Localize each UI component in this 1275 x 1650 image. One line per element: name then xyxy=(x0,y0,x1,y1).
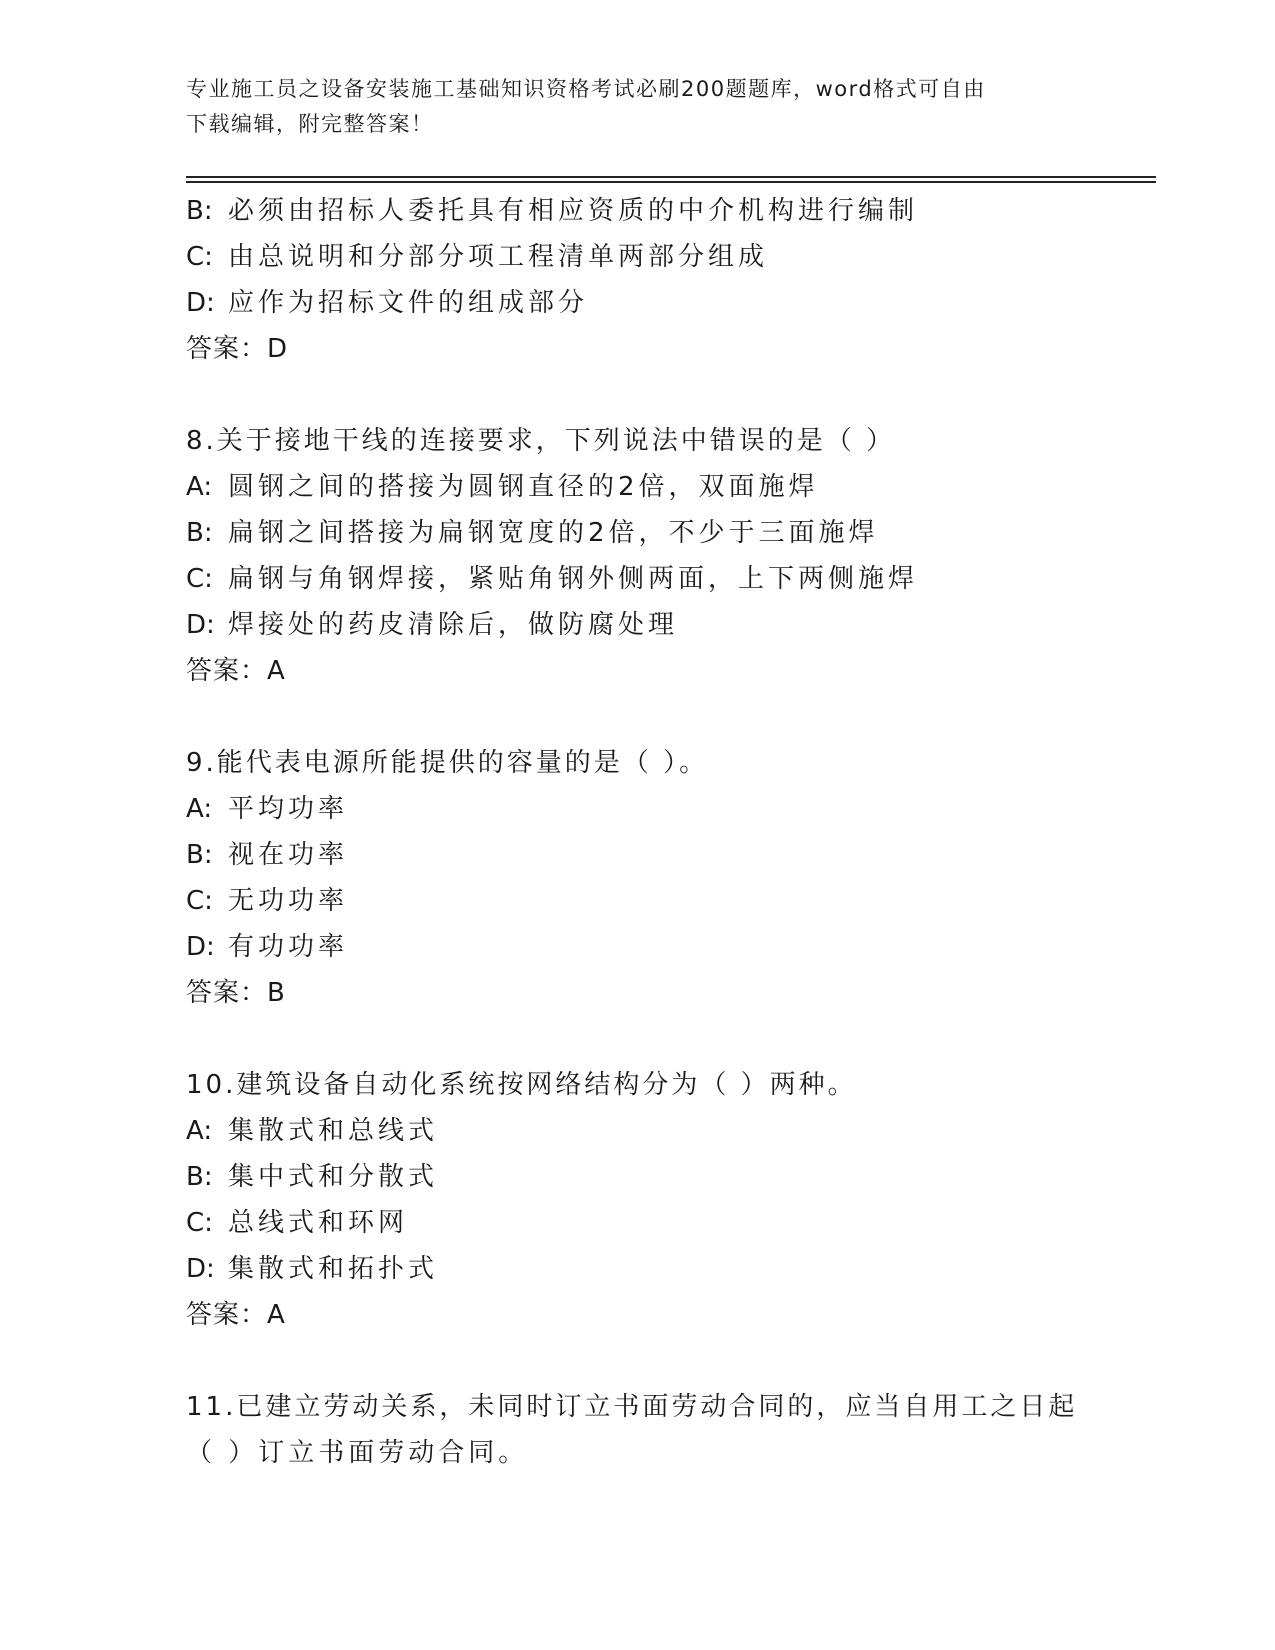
option-text: 应作为招标文件的组成部分 xyxy=(228,288,589,318)
option-key: C: xyxy=(186,564,213,594)
option-key: C: xyxy=(186,242,213,272)
option-text: 有功功率 xyxy=(228,932,349,962)
option-text: 集散式和总线式 xyxy=(228,1116,439,1146)
question-stem-line-1: 11.已建立劳动关系，未同时订立书面劳动合同的，应当自用工之日起 xyxy=(186,1392,1078,1422)
option-key: D: xyxy=(186,1254,215,1284)
option-key: B: xyxy=(186,840,213,870)
option-d xyxy=(186,602,1146,648)
option-text: 平均功率 xyxy=(228,794,349,824)
question-7-continued xyxy=(186,188,1146,372)
option-key: B: xyxy=(186,196,213,226)
option-text: 视在功率 xyxy=(228,840,349,870)
header-divider-top xyxy=(186,176,1156,178)
answer-line: 答案：D xyxy=(186,334,289,364)
answer-line: 答案：B xyxy=(186,978,286,1008)
question-stem: 10.建筑设备自动化系统按网络结构分为（ ）两种。 xyxy=(186,1070,857,1100)
answer-line: 答案：A xyxy=(186,656,286,686)
option-text: 扁钢之间搭接为扁钢宽度的2倍，不少于三面施焊 xyxy=(228,518,879,548)
option-key: A: xyxy=(186,1116,213,1146)
question-stem-line-2: （ ）订立书面劳动合同。 xyxy=(186,1438,529,1468)
option-a xyxy=(186,464,1146,510)
option-c xyxy=(186,1200,1146,1246)
option-key: A: xyxy=(186,794,213,824)
option-key: D: xyxy=(186,932,215,962)
answer-line: 答案：A xyxy=(186,1300,286,1330)
option-text: 由总说明和分部分项工程清单两部分组成 xyxy=(228,242,769,272)
option-text: 必须由招标人委托具有相应资质的中介机构进行编制 xyxy=(228,196,919,226)
question-10 xyxy=(186,1062,1146,1338)
option-key: B: xyxy=(186,518,213,548)
option-b xyxy=(186,832,1146,878)
option-text: 集中式和分散式 xyxy=(228,1162,439,1192)
option-key: A: xyxy=(186,472,213,502)
option-a xyxy=(186,786,1146,832)
question-9 xyxy=(186,740,1146,1016)
option-c xyxy=(186,234,1146,280)
option-key: C: xyxy=(186,1208,213,1238)
option-d xyxy=(186,280,1146,326)
option-key: D: xyxy=(186,288,215,318)
question-stem: 9.能代表电源所能提供的容量的是（ ）。 xyxy=(186,748,709,778)
option-text: 无功功率 xyxy=(228,886,349,916)
option-b xyxy=(186,510,1146,556)
option-b xyxy=(186,1154,1146,1200)
question-stem: 8.关于接地干线的连接要求，下列说法中错误的是（ ） xyxy=(186,426,896,456)
option-key: C: xyxy=(186,886,213,916)
option-c xyxy=(186,878,1146,924)
option-text: 总线式和环网 xyxy=(228,1208,409,1238)
option-d xyxy=(186,924,1146,970)
option-a xyxy=(186,1108,1146,1154)
option-b xyxy=(186,188,1146,234)
option-text: 集散式和拓扑式 xyxy=(228,1254,439,1284)
header-divider-bottom xyxy=(186,181,1156,183)
question-list xyxy=(186,188,1146,1476)
document-header xyxy=(186,72,1066,142)
option-d xyxy=(186,1246,1146,1292)
option-text: 焊接处的药皮清除后，做防腐处理 xyxy=(228,610,679,640)
question-11 xyxy=(186,1384,1146,1476)
header-title-line-2: 下载编辑，附完整答案！ xyxy=(186,112,434,136)
header-title-line-1: 专业施工员之设备安装施工基础知识资格考试必刷200题题库，word格式可自由 xyxy=(186,77,986,101)
option-text: 圆钢之间的搭接为圆钢直径的2倍，双面施焊 xyxy=(228,472,819,502)
option-key: D: xyxy=(186,610,215,640)
question-8 xyxy=(186,418,1146,694)
option-c xyxy=(186,556,1146,602)
option-text: 扁钢与角钢焊接，紧贴角钢外侧两面，上下两侧施焊 xyxy=(228,564,919,594)
option-key: B: xyxy=(186,1162,213,1192)
